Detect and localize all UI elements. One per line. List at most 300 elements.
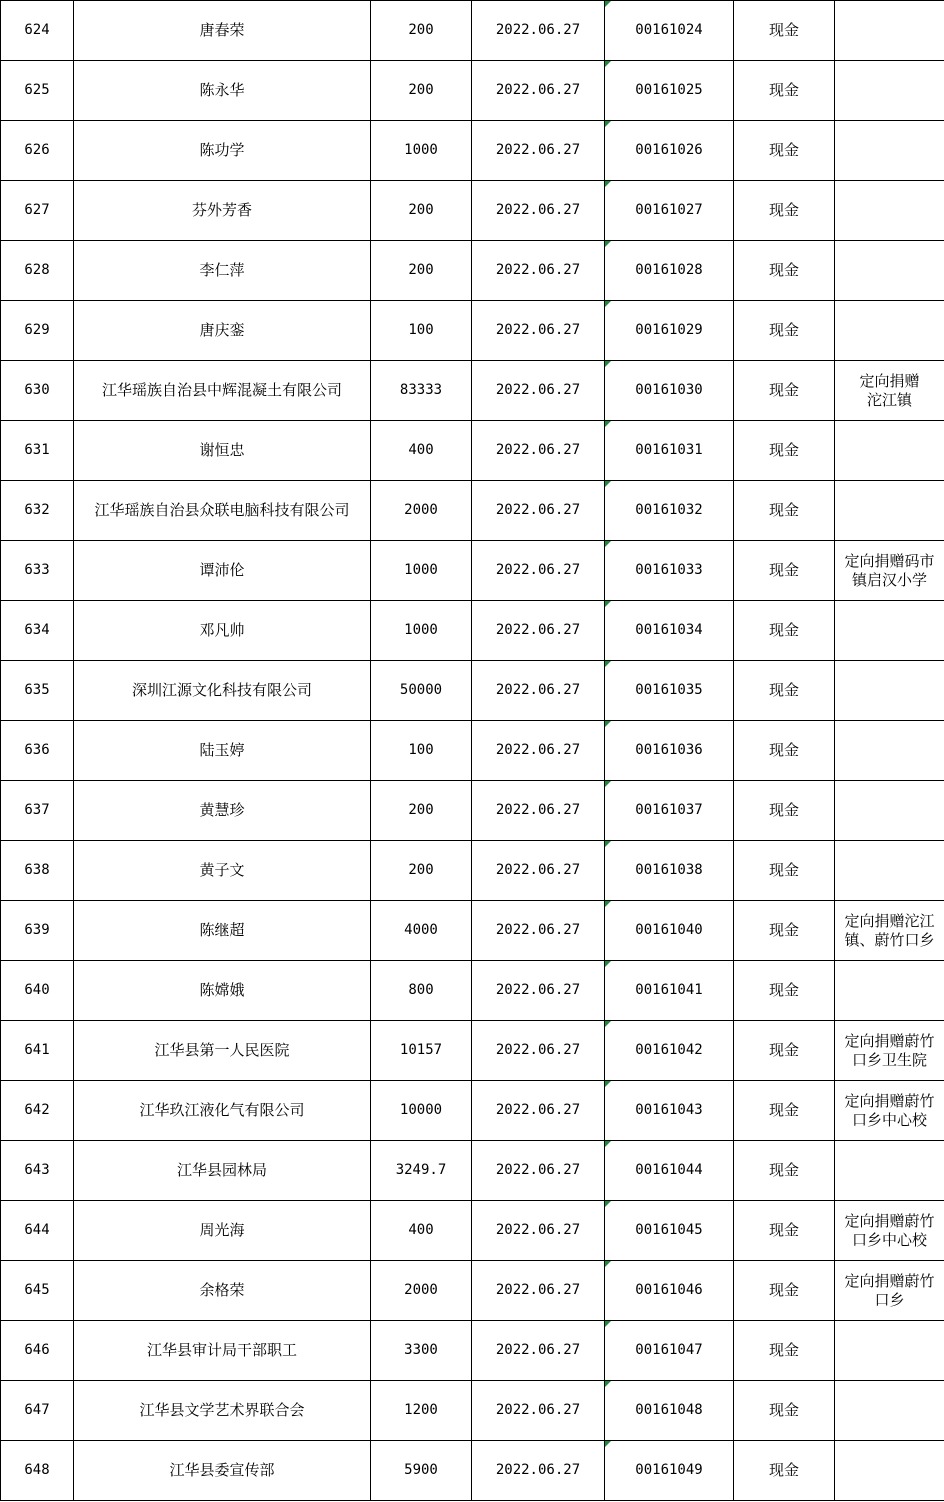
payment-method-text: 现金 — [768, 981, 799, 999]
table-row — [1, 301, 944, 361]
row-number-text: 634 — [24, 622, 50, 638]
receipt-number-text: 00161041 — [635, 982, 703, 998]
cell-comment-flag-icon — [605, 61, 611, 67]
donor-name-text: 陈继超 — [199, 921, 245, 939]
receipt-number-cell — [605, 841, 734, 901]
payment-method-text: 现金 — [768, 1161, 799, 1179]
receipt-number-text: 00161028 — [635, 262, 703, 278]
row-number-text: 632 — [24, 502, 50, 518]
row-number-cell — [1, 1021, 74, 1081]
date-text: 2022.06.27 — [495, 22, 581, 38]
row-number-cell — [1, 601, 74, 661]
amount-text: 1000 — [404, 562, 438, 578]
donor-name-cell — [74, 121, 371, 181]
donor-name-cell — [74, 661, 371, 721]
remark-cell — [835, 961, 944, 1021]
receipt-number-text: 00161038 — [635, 862, 703, 878]
date-text: 2022.06.27 — [495, 1342, 581, 1358]
row-number-text: 626 — [24, 142, 50, 158]
remark-text: 定向捐赠蔚竹 口乡中心校 — [844, 1091, 935, 1129]
date-cell — [472, 241, 605, 301]
amount-cell — [371, 301, 472, 361]
payment-method-cell — [734, 181, 835, 241]
receipt-number-text: 00161033 — [635, 562, 703, 578]
receipt-number-text: 00161037 — [635, 802, 703, 818]
donor-name-cell — [74, 721, 371, 781]
date-cell — [472, 1321, 605, 1381]
cell-comment-flag-icon — [605, 361, 611, 367]
amount-cell — [371, 781, 472, 841]
table-row — [1, 1141, 944, 1201]
remark-cell — [835, 1441, 944, 1501]
receipt-number-text: 00161024 — [635, 22, 703, 38]
donor-name-text: 黄慧珍 — [199, 801, 245, 819]
date-text: 2022.06.27 — [495, 682, 581, 698]
cell-comment-flag-icon — [605, 961, 611, 967]
remark-cell — [835, 1141, 944, 1201]
cell-comment-flag-icon — [605, 721, 611, 727]
amount-text: 200 — [408, 202, 434, 218]
donor-name-text: 陈永华 — [199, 81, 245, 99]
row-number-cell — [1, 1381, 74, 1441]
cell-comment-flag-icon — [605, 601, 611, 607]
date-text: 2022.06.27 — [495, 982, 581, 998]
remark-cell — [835, 661, 944, 721]
table-row — [1, 61, 944, 121]
date-text: 2022.06.27 — [495, 142, 581, 158]
payment-method-cell — [734, 1, 835, 61]
amount-text: 10157 — [399, 1042, 443, 1058]
remark-cell — [835, 781, 944, 841]
amount-text: 3300 — [404, 1342, 438, 1358]
date-cell — [472, 541, 605, 601]
row-number-text: 645 — [24, 1282, 50, 1298]
receipt-number-text: 00161036 — [635, 742, 703, 758]
row-number-cell — [1, 1, 74, 61]
row-number-text: 635 — [24, 682, 50, 698]
payment-method-cell — [734, 1261, 835, 1321]
receipt-number-text: 00161029 — [635, 322, 703, 338]
row-number-text: 628 — [24, 262, 50, 278]
amount-cell — [371, 1321, 472, 1381]
donor-name-text: 唐庆銮 — [199, 321, 245, 339]
donor-name-text: 陈嫦娥 — [199, 981, 245, 999]
amount-text: 1000 — [404, 142, 438, 158]
donor-name-cell — [74, 481, 371, 541]
receipt-number-cell — [605, 1261, 734, 1321]
row-number-text: 636 — [24, 742, 50, 758]
receipt-number-cell — [605, 1141, 734, 1201]
row-number-cell — [1, 1441, 74, 1501]
payment-method-cell — [734, 361, 835, 421]
receipt-number-cell — [605, 1, 734, 61]
date-text: 2022.06.27 — [495, 82, 581, 98]
receipt-number-cell — [605, 661, 734, 721]
receipt-number-text: 00161030 — [635, 382, 703, 398]
receipt-number-text: 00161032 — [635, 502, 703, 518]
receipt-number-text: 00161048 — [635, 1402, 703, 1418]
date-text: 2022.06.27 — [495, 1282, 581, 1298]
payment-method-text: 现金 — [768, 321, 799, 339]
amount-text: 200 — [408, 22, 434, 38]
payment-method-cell — [734, 1381, 835, 1441]
receipt-number-text: 00161046 — [635, 1282, 703, 1298]
receipt-number-text: 00161035 — [635, 682, 703, 698]
receipt-number-cell — [605, 1021, 734, 1081]
donor-name-cell — [74, 1261, 371, 1321]
receipt-number-cell — [605, 421, 734, 481]
receipt-number-cell — [605, 1321, 734, 1381]
remark-cell — [835, 1261, 944, 1321]
payment-method-text: 现金 — [768, 1041, 799, 1059]
date-text: 2022.06.27 — [495, 802, 581, 818]
row-number-cell — [1, 661, 74, 721]
donor-name-text: 江华县审计局干部职工 — [146, 1341, 297, 1359]
date-text: 2022.06.27 — [495, 442, 581, 458]
row-number-cell — [1, 781, 74, 841]
date-cell — [472, 1261, 605, 1321]
remark-text: 定向捐赠蔚竹 口乡卫生院 — [844, 1031, 935, 1069]
remark-cell — [835, 1021, 944, 1081]
donor-name-text: 芬外芳香 — [191, 201, 252, 219]
receipt-number-cell — [605, 781, 734, 841]
payment-method-text: 现金 — [768, 381, 799, 399]
payment-method-cell — [734, 1141, 835, 1201]
cell-comment-flag-icon — [605, 481, 611, 487]
table-row — [1, 481, 944, 541]
receipt-number-cell — [605, 1441, 734, 1501]
table-row — [1, 721, 944, 781]
row-number-text: 641 — [24, 1042, 50, 1058]
amount-text: 83333 — [399, 382, 443, 398]
payment-method-cell — [734, 541, 835, 601]
date-cell — [472, 961, 605, 1021]
date-text: 2022.06.27 — [495, 622, 581, 638]
date-cell — [472, 661, 605, 721]
donor-name-cell — [74, 1081, 371, 1141]
cell-comment-flag-icon — [605, 1201, 611, 1207]
remark-cell — [835, 901, 944, 961]
payment-method-cell — [734, 301, 835, 361]
cell-comment-flag-icon — [605, 1, 611, 7]
table-row — [1, 1081, 944, 1141]
row-number-text: 647 — [24, 1402, 50, 1418]
donor-name-text: 江华瑶族自治县众联电脑科技有限公司 — [94, 501, 350, 519]
payment-method-cell — [734, 121, 835, 181]
table-row — [1, 1201, 944, 1261]
row-number-text: 642 — [24, 1102, 50, 1118]
donor-name-cell — [74, 781, 371, 841]
payment-method-text: 现金 — [768, 801, 799, 819]
payment-method-cell — [734, 781, 835, 841]
payment-method-cell — [734, 841, 835, 901]
payment-method-text: 现金 — [768, 201, 799, 219]
row-number-text: 648 — [24, 1462, 50, 1478]
amount-cell — [371, 1201, 472, 1261]
row-number-text: 625 — [24, 82, 50, 98]
table-row — [1, 1321, 944, 1381]
receipt-number-cell — [605, 1081, 734, 1141]
payment-method-cell — [734, 241, 835, 301]
table-row — [1, 901, 944, 961]
row-number-cell — [1, 1321, 74, 1381]
payment-method-cell — [734, 421, 835, 481]
amount-text: 100 — [408, 742, 434, 758]
table-body — [1, 1, 944, 1501]
table-row — [1, 1021, 944, 1081]
receipt-number-text: 00161043 — [635, 1102, 703, 1118]
row-number-text: 631 — [24, 442, 50, 458]
receipt-number-cell — [605, 901, 734, 961]
amount-text: 100 — [408, 322, 434, 338]
date-text: 2022.06.27 — [495, 502, 581, 518]
remark-text: 定向捐赠蔚竹 口乡中心校 — [844, 1211, 935, 1249]
row-number-text: 629 — [24, 322, 50, 338]
row-number-text: 646 — [24, 1342, 50, 1358]
cell-comment-flag-icon — [605, 661, 611, 667]
date-cell — [472, 421, 605, 481]
table-row — [1, 121, 944, 181]
row-number-text: 637 — [24, 802, 50, 818]
date-text: 2022.06.27 — [495, 862, 581, 878]
date-cell — [472, 121, 605, 181]
payment-method-text: 现金 — [768, 561, 799, 579]
payment-method-cell — [734, 961, 835, 1021]
row-number-cell — [1, 961, 74, 1021]
amount-cell — [371, 841, 472, 901]
remark-cell — [835, 1, 944, 61]
remark-cell — [835, 301, 944, 361]
donor-name-cell — [74, 181, 371, 241]
receipt-number-cell — [605, 1381, 734, 1441]
donor-name-cell — [74, 241, 371, 301]
date-text: 2022.06.27 — [495, 742, 581, 758]
donor-name-cell — [74, 301, 371, 361]
table-row — [1, 181, 944, 241]
donor-name-cell — [74, 541, 371, 601]
payment-method-cell — [734, 61, 835, 121]
remark-text: 定向捐赠 沱江镇 — [859, 371, 920, 409]
row-number-cell — [1, 1261, 74, 1321]
table-row — [1, 241, 944, 301]
amount-text: 1000 — [404, 622, 438, 638]
donor-name-text: 陈功学 — [199, 141, 245, 159]
donor-name-text: 李仁萍 — [199, 261, 245, 279]
receipt-number-cell — [605, 961, 734, 1021]
remark-cell — [835, 841, 944, 901]
receipt-number-cell — [605, 1201, 734, 1261]
row-number-cell — [1, 841, 74, 901]
receipt-number-text: 00161044 — [635, 1162, 703, 1178]
date-text: 2022.06.27 — [495, 202, 581, 218]
row-number-text: 640 — [24, 982, 50, 998]
amount-cell — [371, 601, 472, 661]
amount-cell — [371, 421, 472, 481]
date-cell — [472, 841, 605, 901]
row-number-text: 630 — [24, 382, 50, 398]
remark-text: 定向捐赠蔚竹 口乡 — [844, 1271, 935, 1309]
date-text: 2022.06.27 — [495, 322, 581, 338]
table-row — [1, 661, 944, 721]
amount-text: 200 — [408, 802, 434, 818]
donor-name-text: 深圳江源文化科技有限公司 — [131, 681, 312, 699]
row-number-cell — [1, 1141, 74, 1201]
amount-cell — [371, 481, 472, 541]
remark-cell — [835, 1321, 944, 1381]
receipt-number-cell — [605, 541, 734, 601]
row-number-cell — [1, 421, 74, 481]
donor-name-text: 江华县文学艺术界联合会 — [139, 1401, 305, 1419]
cell-comment-flag-icon — [605, 541, 611, 547]
row-number-cell — [1, 901, 74, 961]
amount-cell — [371, 961, 472, 1021]
amount-cell — [371, 1381, 472, 1441]
amount-text: 200 — [408, 862, 434, 878]
amount-cell — [371, 181, 472, 241]
donor-name-cell — [74, 1021, 371, 1081]
donor-name-cell — [74, 961, 371, 1021]
remark-cell — [835, 421, 944, 481]
date-text: 2022.06.27 — [495, 1402, 581, 1418]
row-number-text: 639 — [24, 922, 50, 938]
donor-name-text: 江华县第一人民医院 — [154, 1041, 290, 1059]
receipt-number-cell — [605, 121, 734, 181]
date-text: 2022.06.27 — [495, 1102, 581, 1118]
date-text: 2022.06.27 — [495, 382, 581, 398]
donor-name-cell — [74, 1381, 371, 1441]
date-cell — [472, 601, 605, 661]
amount-cell — [371, 661, 472, 721]
donor-name-cell — [74, 841, 371, 901]
receipt-number-text: 00161025 — [635, 82, 703, 98]
receipt-number-text: 00161047 — [635, 1342, 703, 1358]
date-text: 2022.06.27 — [495, 1222, 581, 1238]
amount-cell — [371, 721, 472, 781]
cell-comment-flag-icon — [605, 241, 611, 247]
donor-name-text: 江华玖江液化气有限公司 — [139, 1101, 305, 1119]
donor-name-text: 陆玉婷 — [199, 741, 245, 759]
amount-cell — [371, 361, 472, 421]
receipt-number-cell — [605, 601, 734, 661]
date-text: 2022.06.27 — [495, 1042, 581, 1058]
cell-comment-flag-icon — [605, 1381, 611, 1387]
cell-comment-flag-icon — [605, 1321, 611, 1327]
date-cell — [472, 1201, 605, 1261]
donor-name-cell — [74, 901, 371, 961]
date-cell — [472, 181, 605, 241]
row-number-cell — [1, 241, 74, 301]
payment-method-cell — [734, 1441, 835, 1501]
amount-text: 400 — [408, 1222, 434, 1238]
payment-method-cell — [734, 721, 835, 781]
receipt-number-cell — [605, 301, 734, 361]
table-row — [1, 1381, 944, 1441]
table-row — [1, 961, 944, 1021]
cell-comment-flag-icon — [605, 1261, 611, 1267]
amount-cell — [371, 241, 472, 301]
amount-cell — [371, 1441, 472, 1501]
amount-cell — [371, 541, 472, 601]
donor-name-cell — [74, 421, 371, 481]
payment-method-cell — [734, 901, 835, 961]
table-row — [1, 1261, 944, 1321]
receipt-number-text: 00161049 — [635, 1462, 703, 1478]
receipt-number-text: 00161034 — [635, 622, 703, 638]
date-cell — [472, 1081, 605, 1141]
table-row — [1, 781, 944, 841]
donor-name-text: 江华县委宣传部 — [169, 1461, 275, 1479]
table-row — [1, 421, 944, 481]
date-text: 2022.06.27 — [495, 1162, 581, 1178]
amount-cell — [371, 121, 472, 181]
payment-method-text: 现金 — [768, 21, 799, 39]
receipt-number-text: 00161027 — [635, 202, 703, 218]
payment-method-text: 现金 — [768, 141, 799, 159]
table-row — [1, 541, 944, 601]
donor-name-cell — [74, 61, 371, 121]
receipt-number-cell — [605, 481, 734, 541]
amount-text: 1200 — [404, 1402, 438, 1418]
amount-cell — [371, 1141, 472, 1201]
payment-method-cell — [734, 481, 835, 541]
row-number-cell — [1, 541, 74, 601]
table-row — [1, 841, 944, 901]
remark-cell — [835, 1201, 944, 1261]
date-cell — [472, 1381, 605, 1441]
payment-method-cell — [734, 1201, 835, 1261]
date-cell — [472, 361, 605, 421]
amount-text: 2000 — [404, 1282, 438, 1298]
date-cell — [472, 301, 605, 361]
donor-name-cell — [74, 1441, 371, 1501]
cell-comment-flag-icon — [605, 181, 611, 187]
payment-method-text: 现金 — [768, 1461, 799, 1479]
receipt-number-cell — [605, 181, 734, 241]
amount-text: 5900 — [404, 1462, 438, 1478]
row-number-cell — [1, 121, 74, 181]
donor-name-text: 唐春荣 — [199, 21, 245, 39]
receipt-number-text: 00161026 — [635, 142, 703, 158]
donor-name-cell — [74, 1141, 371, 1201]
payment-method-text: 现金 — [768, 621, 799, 639]
payment-method-cell — [734, 601, 835, 661]
cell-comment-flag-icon — [605, 841, 611, 847]
donor-name-cell — [74, 601, 371, 661]
receipt-number-cell — [605, 241, 734, 301]
receipt-number-text: 00161040 — [635, 922, 703, 938]
payment-method-text: 现金 — [768, 81, 799, 99]
date-text: 2022.06.27 — [495, 922, 581, 938]
date-text: 2022.06.27 — [495, 262, 581, 278]
remark-text: 定向捐赠码市 镇启汉小学 — [844, 551, 935, 589]
remark-cell — [835, 61, 944, 121]
row-number-cell — [1, 1081, 74, 1141]
row-number-text: 643 — [24, 1162, 50, 1178]
remark-cell — [835, 121, 944, 181]
amount-text: 4000 — [404, 922, 438, 938]
donor-name-text: 江华瑶族自治县中辉混凝土有限公司 — [101, 381, 342, 399]
table-row — [1, 361, 944, 421]
cell-comment-flag-icon — [605, 1141, 611, 1147]
amount-cell — [371, 1, 472, 61]
amount-cell — [371, 1261, 472, 1321]
cell-comment-flag-icon — [605, 421, 611, 427]
cell-comment-flag-icon — [605, 1081, 611, 1087]
payment-method-text: 现金 — [768, 441, 799, 459]
remark-cell — [835, 601, 944, 661]
receipt-number-text: 00161031 — [635, 442, 703, 458]
row-number-cell — [1, 61, 74, 121]
